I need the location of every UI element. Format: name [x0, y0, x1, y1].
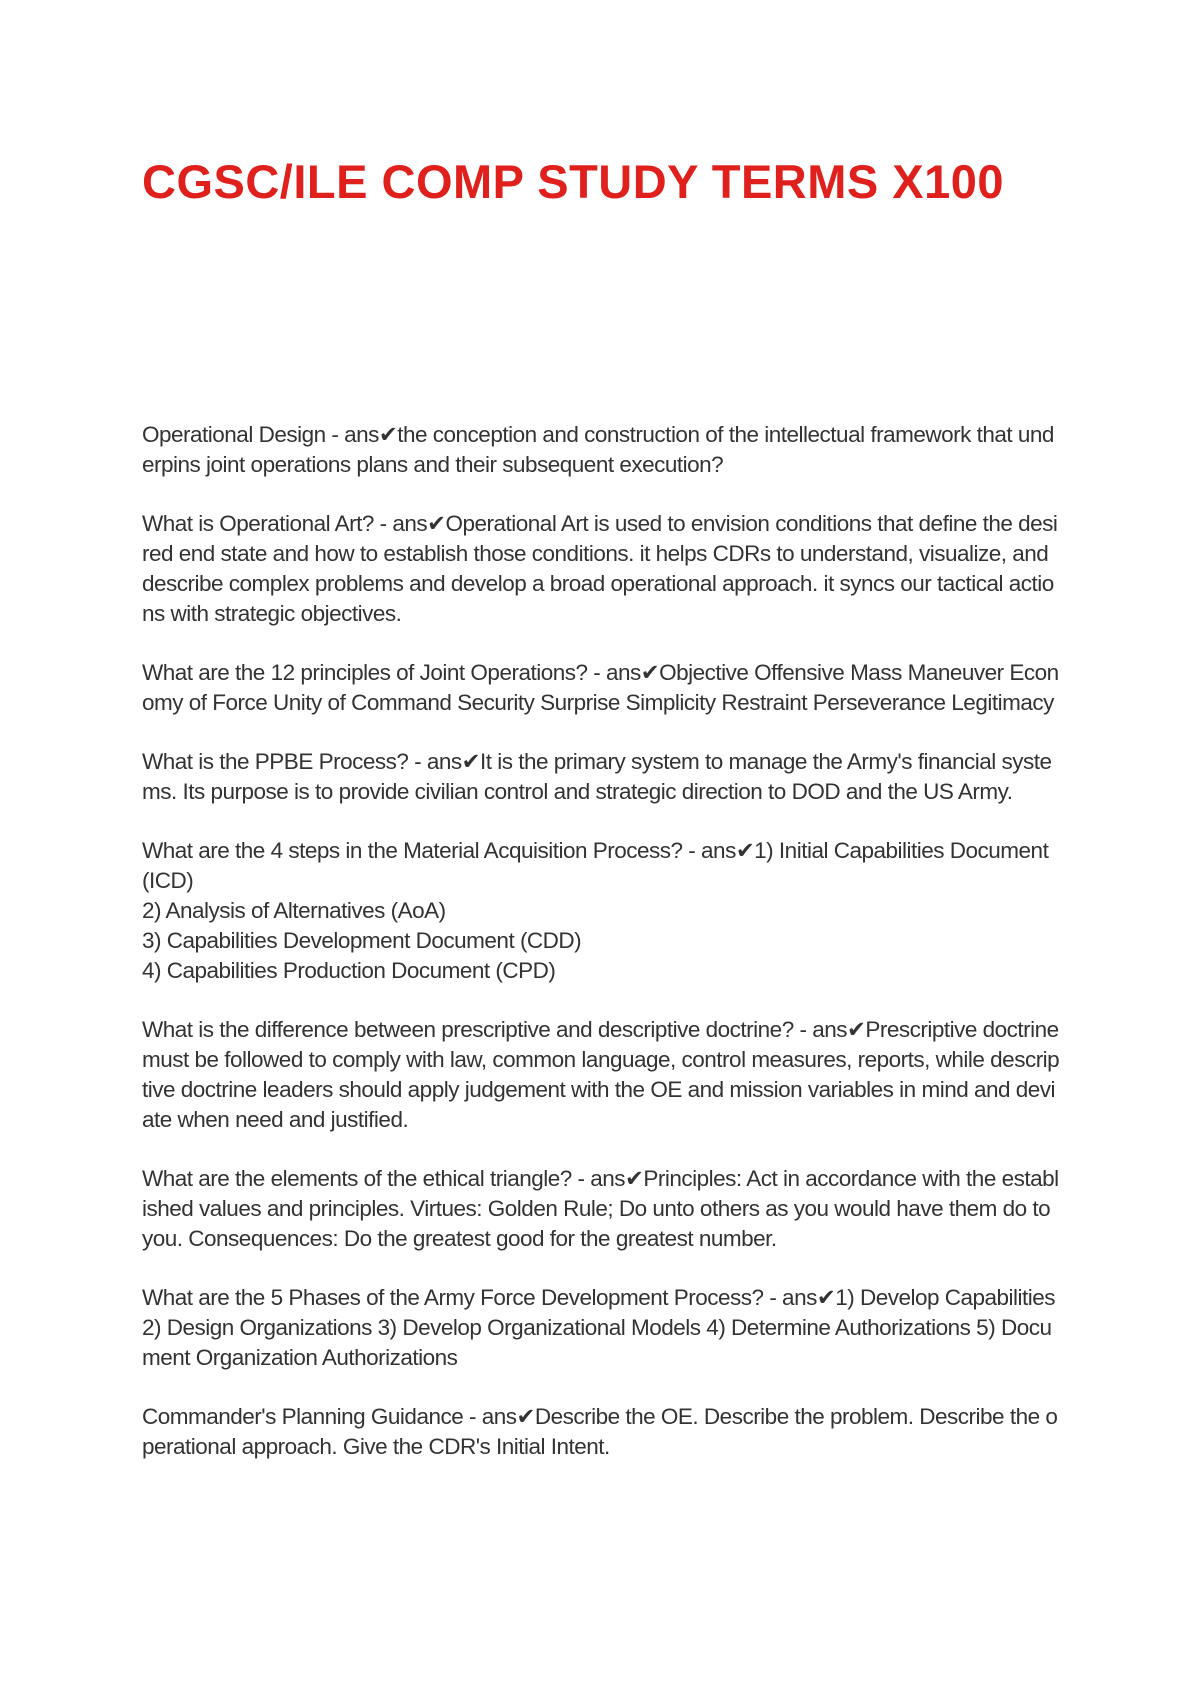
answer-separator: - ans✔: [682, 838, 755, 863]
term-entry: [142, 1402, 1060, 1462]
term-entry: [142, 836, 1060, 986]
term-answer: 1) Initial Capabilities Document (ICD) 2) Analysis of Alternatives (AoA) 3) Capabilities Development Document (CDD) 4) Capabilities Production Document (CPD): [142, 838, 1049, 983]
term-question: What is the PPBE Process?: [142, 749, 409, 774]
term-question: Operational Design: [142, 422, 326, 447]
term-question: What are the 4 steps in the Material Acquisition Process?: [142, 838, 683, 863]
term-entry: [142, 509, 1060, 629]
term-answer: Operational Art is used to envision conditions that define the desired end state and how to establish those conditions. it helps CDRs to understand, visualize, and describe complex problems and develop a broad operational approach. it syncs our tactical actions with strategic objectives.: [142, 511, 1058, 626]
term-answer: Describe the OE. Describe the problem. Describe the operational approach. Give the CDR's Initial Intent.: [142, 1404, 1058, 1459]
term-answer: Principles: Act in accordance with the established values and principles. Virtues: Golden Rule; Do unto others as you would have them do to you. Consequences: Do the greatest good for the greatest number.: [142, 1166, 1059, 1251]
term-entry: [142, 1015, 1065, 1135]
term-entry: [142, 1164, 1060, 1254]
term-answer: 1) Develop Capabilities 2) Design Organizations 3) Develop Organizational Models 4) Determine Authorizations 5) Document Organization Authorizations: [142, 1285, 1061, 1370]
term-answer: Objective Offensive Mass Maneuver Economy of Force Unity of Command Security Surprise Simplicity Restraint Perseverance Legitimacy: [142, 660, 1059, 715]
answer-separator: - ans✔: [763, 1285, 836, 1310]
term-entry: [142, 1283, 1060, 1373]
document-title: CGSC/ILE COMP STUDY TERMS X100: [142, 155, 1005, 208]
answer-separator: - ans✔: [373, 511, 446, 536]
term-answer: It is the primary system to manage the Army's financial systems. Its purpose is to provide civilian control and strategic direction to DOD and the US Army.: [142, 749, 1052, 804]
answer-separator: - ans✔: [793, 1017, 866, 1042]
study-terms-list: [142, 420, 1065, 1491]
term-entry: [142, 747, 1060, 807]
term-answer: Prescriptive doctrine must be followed to comply with law, common language, control measures, reports, while descriptive doctrine leaders should apply judgement with the OE and mission variables in mind and deviate when need and justified.: [142, 1017, 1065, 1132]
term-entry: [142, 658, 1060, 718]
answer-separator: - ans✔: [587, 660, 660, 685]
term-question: What are the elements of the ethical triangle?: [142, 1166, 572, 1191]
term-question: What is Operational Art?: [142, 511, 374, 536]
answer-separator: - ans✔: [571, 1166, 644, 1191]
answer-separator: - ans✔: [463, 1404, 535, 1429]
term-question: What are the 12 principles of Joint Operations?: [142, 660, 588, 685]
term-entry: [142, 420, 1060, 480]
answer-separator: - ans✔: [408, 749, 480, 774]
term-answer: the conception and construction of the intellectual framework that underpins joint operations plans and their subsequent execution?: [142, 422, 1054, 477]
term-question: What is the difference between prescriptive and descriptive doctrine?: [142, 1017, 794, 1042]
answer-separator: - ans✔: [325, 422, 398, 447]
term-question: Commander's Planning Guidance: [142, 1404, 464, 1429]
term-question: What are the 5 Phases of the Army Force Development Process?: [142, 1285, 764, 1310]
